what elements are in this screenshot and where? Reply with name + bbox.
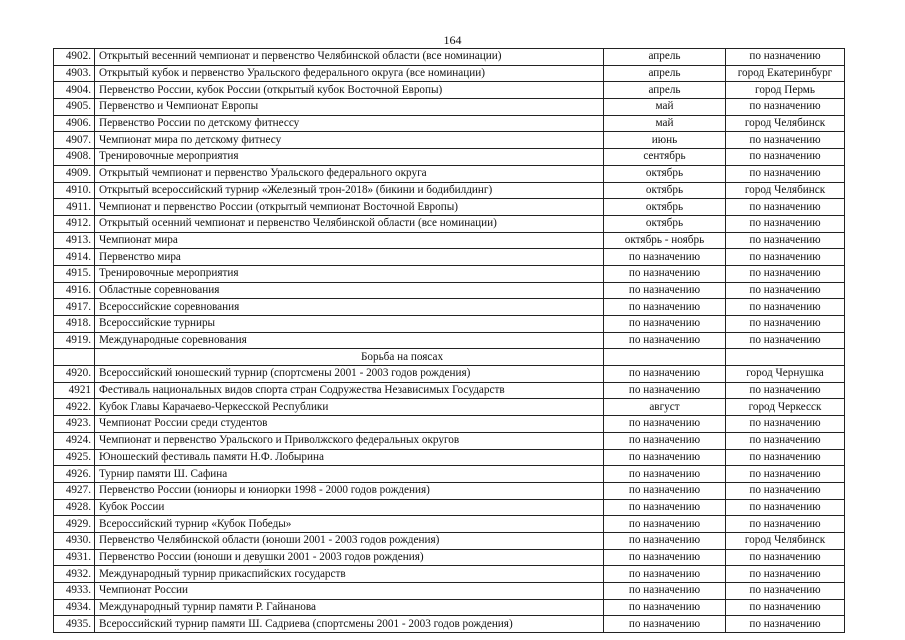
event-name: Тренировочные мероприятия	[95, 265, 604, 282]
event-place: по назначению	[726, 583, 845, 600]
table-row	[54, 332, 845, 349]
event-name: Всероссийский турнир памяти Ш. Садриева (спортсмены 2001 - 2003 годов рождения)	[95, 616, 604, 633]
event-name: Всероссийские соревнования	[95, 299, 604, 316]
row-number: 4935.	[54, 616, 95, 633]
event-place: город Челябинск	[726, 115, 845, 132]
event-place: по назначению	[726, 332, 845, 349]
event-name: Первенство мира	[95, 249, 604, 266]
event-name: Первенство России (юноши и девушки 2001 - 2003 годов рождения)	[95, 549, 604, 566]
event-date: по назначению	[604, 432, 726, 449]
table-row	[54, 49, 845, 66]
event-date: август	[604, 399, 726, 416]
event-place: по назначению	[726, 466, 845, 483]
table-row	[54, 99, 845, 116]
event-date: по назначению	[604, 332, 726, 349]
table-row	[54, 583, 845, 600]
event-date: октябрь	[604, 215, 726, 232]
event-name: Чемпионат России	[95, 583, 604, 600]
event-name: Первенство России (юниоры и юниорки 1998 - 2000 годов рождения)	[95, 482, 604, 499]
event-place: город Екатеринбург	[726, 65, 845, 82]
event-name: Первенство России, кубок России (открытый кубок Восточной Европы)	[95, 82, 604, 99]
row-number: 4920.	[54, 366, 95, 383]
row-number: 4913.	[54, 232, 95, 249]
row-number: 4903.	[54, 65, 95, 82]
row-number: 4933.	[54, 583, 95, 600]
row-number: 4905.	[54, 99, 95, 116]
event-date: по назначению	[604, 549, 726, 566]
table-row	[54, 466, 845, 483]
event-name: Международный турнир памяти Р. Гайнанова	[95, 599, 604, 616]
event-name: Первенство и Чемпионат Европы	[95, 99, 604, 116]
event-place: по назначению	[726, 449, 845, 466]
event-date: по назначению	[604, 599, 726, 616]
event-name: Всероссийский турнир «Кубок Победы»	[95, 516, 604, 533]
table-row	[54, 215, 845, 232]
row-number: 4921	[54, 382, 95, 399]
table-row	[54, 399, 845, 416]
row-number: 4906.	[54, 115, 95, 132]
event-name: Тренировочные мероприятия	[95, 149, 604, 166]
row-number: 4929.	[54, 516, 95, 533]
event-place: по назначению	[726, 516, 845, 533]
event-date: май	[604, 115, 726, 132]
table-row	[54, 282, 845, 299]
event-place: город Пермь	[726, 82, 845, 99]
event-date: октябрь	[604, 199, 726, 216]
event-place: по назначению	[726, 499, 845, 516]
event-place: по назначению	[726, 316, 845, 333]
row-number: 4915.	[54, 265, 95, 282]
row-number: 4918.	[54, 316, 95, 333]
event-date: октябрь	[604, 165, 726, 182]
event-date: по назначению	[604, 449, 726, 466]
event-place: по назначению	[726, 382, 845, 399]
event-date: сентябрь	[604, 149, 726, 166]
section-number-cell	[54, 349, 95, 366]
table-row	[54, 199, 845, 216]
event-name: Всероссийские турниры	[95, 316, 604, 333]
event-date: апрель	[604, 49, 726, 66]
section-date-cell	[604, 349, 726, 366]
table-row	[54, 149, 845, 166]
event-place: по назначению	[726, 99, 845, 116]
event-name: Открытый всероссийский турнир «Железный трон-2018» (бикини и бодибилдинг)	[95, 182, 604, 199]
event-date: по назначению	[604, 299, 726, 316]
event-date: по назначению	[604, 516, 726, 533]
events-table	[53, 48, 845, 633]
event-date: июнь	[604, 132, 726, 149]
event-name: Чемпионат России среди студентов	[95, 416, 604, 433]
event-name: Чемпионат мира по детскому фитнесу	[95, 132, 604, 149]
event-place: по назначению	[726, 432, 845, 449]
event-name: Первенство России по детскому фитнессу	[95, 115, 604, 132]
table-row	[54, 65, 845, 82]
table-row	[54, 616, 845, 633]
table-row	[54, 416, 845, 433]
event-date: май	[604, 99, 726, 116]
event-place: город Чернушка	[726, 366, 845, 383]
event-date: по назначению	[604, 366, 726, 383]
event-date: по назначению	[604, 499, 726, 516]
section-header-row	[54, 349, 845, 366]
table-row	[54, 232, 845, 249]
event-name: Турнир памяти Ш. Сафина	[95, 466, 604, 483]
event-place: по назначению	[726, 232, 845, 249]
table-row	[54, 432, 845, 449]
event-place: по назначению	[726, 249, 845, 266]
event-date: по назначению	[604, 583, 726, 600]
event-date: по назначению	[604, 265, 726, 282]
events-table-body	[54, 49, 845, 633]
event-date: по назначению	[604, 532, 726, 549]
row-number: 4923.	[54, 416, 95, 433]
event-date: октябрь - ноябрь	[604, 232, 726, 249]
event-name: Фестиваль национальных видов спорта стран Содружества Независимых Государств	[95, 382, 604, 399]
event-name: Открытый чемпионат и первенство Уральского федерального округа	[95, 165, 604, 182]
row-number: 4908.	[54, 149, 95, 166]
table-row	[54, 449, 845, 466]
row-number: 4914.	[54, 249, 95, 266]
row-number: 4917.	[54, 299, 95, 316]
event-name: Чемпионат мира	[95, 232, 604, 249]
row-number: 4919.	[54, 332, 95, 349]
event-date: по назначению	[604, 249, 726, 266]
event-place: по назначению	[726, 149, 845, 166]
table-row	[54, 182, 845, 199]
event-date: по назначению	[604, 466, 726, 483]
event-place: по назначению	[726, 299, 845, 316]
event-place: по назначению	[726, 265, 845, 282]
table-row	[54, 549, 845, 566]
row-number: 4902.	[54, 49, 95, 66]
event-place: по назначению	[726, 416, 845, 433]
table-row	[54, 115, 845, 132]
event-name: Открытый весенний чемпионат и первенство Челябинской области (все номинации)	[95, 49, 604, 66]
event-place: по назначению	[726, 215, 845, 232]
event-place: по назначению	[726, 549, 845, 566]
event-name: Областные соревнования	[95, 282, 604, 299]
row-number: 4911.	[54, 199, 95, 216]
event-place: город Челябинск	[726, 182, 845, 199]
table-row	[54, 532, 845, 549]
table-row	[54, 382, 845, 399]
event-name: Международный турнир прикаспийских государств	[95, 566, 604, 583]
table-row	[54, 165, 845, 182]
row-number: 4925.	[54, 449, 95, 466]
event-name: Открытый осенний чемпионат и первенство Челябинской области (все номинации)	[95, 215, 604, 232]
event-place: по назначению	[726, 49, 845, 66]
event-place: по назначению	[726, 132, 845, 149]
event-place: по назначению	[726, 165, 845, 182]
event-name: Чемпионат и первенство Уральского и Приволжского федеральных округов	[95, 432, 604, 449]
row-number: 4909.	[54, 165, 95, 182]
event-place: по назначению	[726, 482, 845, 499]
table-row	[54, 249, 845, 266]
table-row	[54, 482, 845, 499]
event-date: апрель	[604, 65, 726, 82]
row-number: 4912.	[54, 215, 95, 232]
event-name: Международные соревнования	[95, 332, 604, 349]
event-date: апрель	[604, 82, 726, 99]
event-name: Юношеский фестиваль памяти Н.Ф. Лобырина	[95, 449, 604, 466]
page-number: 164	[443, 33, 462, 47]
event-place: по назначению	[726, 616, 845, 633]
event-name: Всероссийский юношеский турнир (спортсмены 2001 - 2003 годов рождения)	[95, 366, 604, 383]
table-row	[54, 599, 845, 616]
row-number: 4922.	[54, 399, 95, 416]
event-name: Чемпионат и первенство России (открытый чемпионат Восточной Европы)	[95, 199, 604, 216]
table-row	[54, 82, 845, 99]
event-name: Первенство Челябинской области (юноши 2001 - 2003 годов рождения)	[95, 532, 604, 549]
table-row	[54, 316, 845, 333]
row-number: 4924.	[54, 432, 95, 449]
row-number: 4931.	[54, 549, 95, 566]
table-row	[54, 499, 845, 516]
event-place: по назначению	[726, 566, 845, 583]
event-place: по назначению	[726, 282, 845, 299]
event-date: октябрь	[604, 182, 726, 199]
row-number: 4930.	[54, 532, 95, 549]
row-number: 4932.	[54, 566, 95, 583]
row-number: 4916.	[54, 282, 95, 299]
table-row	[54, 132, 845, 149]
event-date: по назначению	[604, 316, 726, 333]
table-row	[54, 566, 845, 583]
row-number: 4910.	[54, 182, 95, 199]
section-place-cell	[726, 349, 845, 366]
row-number: 4926.	[54, 466, 95, 483]
event-place: город Черкесск	[726, 399, 845, 416]
event-date: по назначению	[604, 616, 726, 633]
row-number: 4934.	[54, 599, 95, 616]
table-row	[54, 265, 845, 282]
row-number: 4904.	[54, 82, 95, 99]
table-row	[54, 366, 845, 383]
event-name: Кубок Главы Карачаево-Черкесской Республики	[95, 399, 604, 416]
event-name: Открытый кубок и первенство Уральского федерального округа (все номинации)	[95, 65, 604, 82]
section-title: Борьба на поясах	[95, 349, 604, 366]
event-name: Кубок России	[95, 499, 604, 516]
event-date: по назначению	[604, 416, 726, 433]
row-number: 4928.	[54, 499, 95, 516]
event-place: по назначению	[726, 199, 845, 216]
event-place: по назначению	[726, 599, 845, 616]
event-date: по назначению	[604, 282, 726, 299]
row-number: 4907.	[54, 132, 95, 149]
event-date: по назначению	[604, 566, 726, 583]
row-number: 4927.	[54, 482, 95, 499]
table-row	[54, 516, 845, 533]
event-date: по назначению	[604, 482, 726, 499]
event-date: по назначению	[604, 382, 726, 399]
table-row	[54, 299, 845, 316]
event-place: город Челябинск	[726, 532, 845, 549]
